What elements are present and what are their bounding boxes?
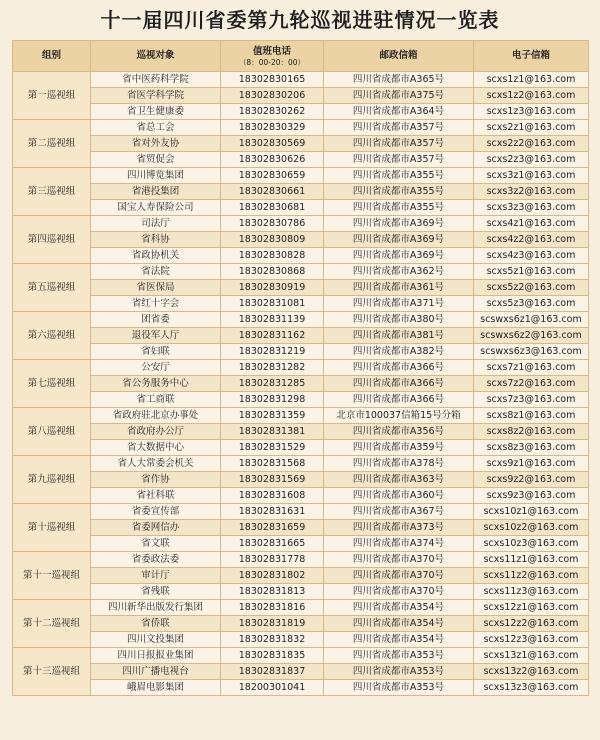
email-cell: scxs5z3@163.com: [474, 296, 589, 312]
postbox-cell: 四川省成都市A382号: [324, 344, 474, 360]
email-cell: scxs13z1@163.com: [474, 648, 589, 664]
target-cell: 省侨联: [91, 616, 221, 632]
email-cell: scxs5z2@163.com: [474, 280, 589, 296]
target-cell: 团省委: [91, 312, 221, 328]
email-cell: scxs7z1@163.com: [474, 360, 589, 376]
table-row: [13, 328, 589, 344]
document-title: 十一届四川省委第九轮巡视进驻情况一览表: [100, 8, 500, 32]
phone-cell: 18302830165: [221, 72, 324, 88]
phone-cell: 18302830681: [221, 200, 324, 216]
table-row: [13, 376, 589, 392]
email-cell: scxs3z3@163.com: [474, 200, 589, 216]
postbox-cell: 四川省成都市A354号: [324, 632, 474, 648]
postbox-cell: 四川省成都市A380号: [324, 312, 474, 328]
table-row: [13, 664, 589, 680]
group-name-cell: 第五巡视组: [13, 264, 91, 312]
table-row: [13, 296, 589, 312]
group-name-cell: 第十二巡视组: [13, 600, 91, 648]
group-name-cell: 第三巡视组: [13, 168, 91, 216]
phone-cell: 18302831813: [221, 584, 324, 600]
email-cell: scxs8z1@163.com: [474, 408, 589, 424]
phone-cell: 18302830809: [221, 232, 324, 248]
phone-cell: 18302831778: [221, 552, 324, 568]
table-row: [13, 280, 589, 296]
email-cell: scxs8z2@163.com: [474, 424, 589, 440]
table-row: [13, 136, 589, 152]
email-cell: scxs10z3@163.com: [474, 536, 589, 552]
target-cell: 省委网信办: [91, 520, 221, 536]
postbox-cell: 四川省成都市A357号: [324, 152, 474, 168]
phone-cell: 18302831665: [221, 536, 324, 552]
table-row: [13, 312, 589, 328]
email-cell: scxs2z1@163.com: [474, 120, 589, 136]
target-cell: 省委宣传部: [91, 504, 221, 520]
target-cell: 四川新华出版发行集团: [91, 600, 221, 616]
target-cell: 省港投集团: [91, 184, 221, 200]
phone-cell: 18302831819: [221, 616, 324, 632]
group-name-cell: 第一巡视组: [13, 72, 91, 120]
header-phone-label: 值班电话: [252, 45, 291, 57]
header-phone-hours: （8：00-20：00）: [238, 57, 306, 67]
target-cell: 省医学科学院: [91, 88, 221, 104]
target-cell: 四川广播电视台: [91, 664, 221, 680]
group-name-cell: 第二巡视组: [13, 120, 91, 168]
phone-cell: 18302830659: [221, 168, 324, 184]
postbox-cell: 四川省成都市A354号: [324, 600, 474, 616]
target-cell: 省法院: [91, 264, 221, 280]
table-row: [13, 88, 589, 104]
postbox-cell: 四川省成都市A367号: [324, 504, 474, 520]
table-row: [13, 584, 589, 600]
target-cell: 省公务服务中心: [91, 376, 221, 392]
phone-cell: 18302830661: [221, 184, 324, 200]
group-name-cell: 第九巡视组: [13, 456, 91, 504]
target-cell: 省委政法委: [91, 552, 221, 568]
target-cell: 审计厅: [91, 568, 221, 584]
email-cell: scxs7z2@163.com: [474, 376, 589, 392]
phone-cell: 18302831162: [221, 328, 324, 344]
email-cell: scxs1z2@163.com: [474, 88, 589, 104]
target-cell: 省文联: [91, 536, 221, 552]
target-cell: 省科协: [91, 232, 221, 248]
table-row: [13, 616, 589, 632]
table-row: [13, 152, 589, 168]
phone-cell: 18302831569: [221, 472, 324, 488]
table-row: [13, 632, 589, 648]
group-name-cell: 第八巡视组: [13, 408, 91, 456]
table-row: [13, 392, 589, 408]
postbox-cell: 四川省成都市A357号: [324, 120, 474, 136]
email-cell: scxs3z2@163.com: [474, 184, 589, 200]
email-cell: scxs5z1@163.com: [474, 264, 589, 280]
header-target: 巡视对象: [91, 41, 221, 72]
phone-cell: 18302830828: [221, 248, 324, 264]
table-row: [13, 408, 589, 424]
postbox-cell: 四川省成都市A362号: [324, 264, 474, 280]
email-cell: scxs4z3@163.com: [474, 248, 589, 264]
table-row: [13, 424, 589, 440]
phone-cell: 18302830329: [221, 120, 324, 136]
target-cell: 省作协: [91, 472, 221, 488]
inspection-table: [12, 40, 589, 696]
postbox-cell: 四川省成都市A353号: [324, 680, 474, 696]
email-cell: scxs1z1@163.com: [474, 72, 589, 88]
email-cell: scxs12z2@163.com: [474, 616, 589, 632]
email-cell: scxs8z3@163.com: [474, 440, 589, 456]
table-row: [13, 440, 589, 456]
target-cell: 省总工会: [91, 120, 221, 136]
email-cell: scxs9z2@163.com: [474, 472, 589, 488]
phone-cell: 18302831285: [221, 376, 324, 392]
postbox-cell: 四川省成都市A373号: [324, 520, 474, 536]
phone-cell: 18302830786: [221, 216, 324, 232]
target-cell: 司法厅: [91, 216, 221, 232]
email-cell: scxs12z3@163.com: [474, 632, 589, 648]
target-cell: 省工商联: [91, 392, 221, 408]
table-row: [13, 536, 589, 552]
target-cell: 省政协机关: [91, 248, 221, 264]
phone-cell: 18302831568: [221, 456, 324, 472]
postbox-cell: 四川省成都市A378号: [324, 456, 474, 472]
phone-cell: 18302831659: [221, 520, 324, 536]
email-cell: scxs2z3@163.com: [474, 152, 589, 168]
phone-cell: 18302831832: [221, 632, 324, 648]
table-row: [13, 184, 589, 200]
header-postbox: 邮政信箱: [324, 41, 474, 72]
target-cell: 省卫生健康委: [91, 104, 221, 120]
table-row: [13, 248, 589, 264]
phone-cell: 18302831381: [221, 424, 324, 440]
table-row: [13, 72, 589, 88]
email-cell: scxs11z1@163.com: [474, 552, 589, 568]
header-row: [13, 41, 589, 72]
target-cell: 省妇联: [91, 344, 221, 360]
target-cell: 国宝人寿保险公司: [91, 200, 221, 216]
phone-cell: 18302831529: [221, 440, 324, 456]
target-cell: 峨眉电影集团: [91, 680, 221, 696]
table-row: [13, 360, 589, 376]
postbox-cell: 四川省成都市A355号: [324, 168, 474, 184]
target-cell: 四川博览集团: [91, 168, 221, 184]
email-cell: scxs11z3@163.com: [474, 584, 589, 600]
phone-cell: 18302831282: [221, 360, 324, 376]
email-cell: scxs7z3@163.com: [474, 392, 589, 408]
target-cell: 省政府办公厅: [91, 424, 221, 440]
table-row: [13, 344, 589, 360]
phone-cell: 18200301041: [221, 680, 324, 696]
postbox-cell: 四川省成都市A366号: [324, 392, 474, 408]
target-cell: 省医保局: [91, 280, 221, 296]
postbox-cell: 四川省成都市A374号: [324, 536, 474, 552]
target-cell: 省社科联: [91, 488, 221, 504]
email-cell: scxs13z3@163.com: [474, 680, 589, 696]
phone-cell: 18302830626: [221, 152, 324, 168]
postbox-cell: 四川省成都市A355号: [324, 184, 474, 200]
postbox-cell: 四川省成都市A353号: [324, 648, 474, 664]
table-row: [13, 600, 589, 616]
target-cell: 省大数据中心: [91, 440, 221, 456]
phone-cell: 18302831298: [221, 392, 324, 408]
postbox-cell: 四川省成都市A363号: [324, 472, 474, 488]
email-cell: scxs9z3@163.com: [474, 488, 589, 504]
table-row: [13, 200, 589, 216]
postbox-cell: 四川省成都市A369号: [324, 248, 474, 264]
target-cell: 公安厅: [91, 360, 221, 376]
email-cell: scxs12z1@163.com: [474, 600, 589, 616]
postbox-cell: 四川省成都市A366号: [324, 360, 474, 376]
postbox-cell: 四川省成都市A370号: [324, 584, 474, 600]
postbox-cell: 四川省成都市A369号: [324, 232, 474, 248]
phone-cell: 18302830206: [221, 88, 324, 104]
group-name-cell: 第四巡视组: [13, 216, 91, 264]
email-cell: scxs1z3@163.com: [474, 104, 589, 120]
phone-cell: 18302830569: [221, 136, 324, 152]
table-row: [13, 552, 589, 568]
group-name-cell: 第七巡视组: [13, 360, 91, 408]
email-cell: scxs9z1@163.com: [474, 456, 589, 472]
table-row: [13, 488, 589, 504]
target-cell: 四川日报报业集团: [91, 648, 221, 664]
target-cell: 省人大常委会机关: [91, 456, 221, 472]
postbox-cell: 四川省成都市A353号: [324, 664, 474, 680]
email-cell: scxs3z1@163.com: [474, 168, 589, 184]
table-row: [13, 264, 589, 280]
table-row: [13, 456, 589, 472]
phone-cell: 18302831139: [221, 312, 324, 328]
postbox-cell: 四川省成都市A364号: [324, 104, 474, 120]
phone-cell: 18302831359: [221, 408, 324, 424]
table-row: [13, 168, 589, 184]
table-row: [13, 680, 589, 696]
target-cell: 四川文投集团: [91, 632, 221, 648]
postbox-cell: 四川省成都市A357号: [324, 136, 474, 152]
email-cell: scxs11z2@163.com: [474, 568, 589, 584]
header-email: 电子信箱: [474, 41, 589, 72]
email-cell: scxs10z2@163.com: [474, 520, 589, 536]
phone-cell: 18302831816: [221, 600, 324, 616]
table-body: [13, 72, 589, 696]
target-cell: 省对外友协: [91, 136, 221, 152]
email-cell: scxs4z2@163.com: [474, 232, 589, 248]
postbox-cell: 四川省成都市A370号: [324, 568, 474, 584]
email-cell: scxs4z1@163.com: [474, 216, 589, 232]
table-row: [13, 504, 589, 520]
phone-cell: 18302830262: [221, 104, 324, 120]
postbox-cell: 四川省成都市A370号: [324, 552, 474, 568]
phone-cell: 18302831631: [221, 504, 324, 520]
target-cell: 省中医药科学院: [91, 72, 221, 88]
group-name-cell: 第六巡视组: [13, 312, 91, 360]
header-group: 组别: [13, 41, 91, 72]
postbox-cell: 四川省成都市A355号: [324, 200, 474, 216]
email-cell: scswxs6z1@163.com: [474, 312, 589, 328]
postbox-cell: 四川省成都市A365号: [324, 72, 474, 88]
email-cell: scxs13z2@163.com: [474, 664, 589, 680]
table-row: [13, 104, 589, 120]
target-cell: 退役军人厅: [91, 328, 221, 344]
table-row: [13, 216, 589, 232]
phone-cell: 18302831837: [221, 664, 324, 680]
postbox-cell: 四川省成都市A369号: [324, 216, 474, 232]
phone-cell: 18302831802: [221, 568, 324, 584]
email-cell: scswxs6z3@163.com: [474, 344, 589, 360]
table-row: [13, 568, 589, 584]
postbox-cell: 北京市100037信箱15号分箱: [324, 408, 474, 424]
table-row: [13, 120, 589, 136]
table-row: [13, 648, 589, 664]
postbox-cell: 四川省成都市A366号: [324, 376, 474, 392]
postbox-cell: 四川省成都市A359号: [324, 440, 474, 456]
email-cell: scswxs6z2@163.com: [474, 328, 589, 344]
group-name-cell: 第十一巡视组: [13, 552, 91, 600]
target-cell: 省贸促会: [91, 152, 221, 168]
postbox-cell: 四川省成都市A361号: [324, 280, 474, 296]
phone-cell: 18302830868: [221, 264, 324, 280]
postbox-cell: 四川省成都市A375号: [324, 88, 474, 104]
table-row: [13, 472, 589, 488]
phone-cell: 18302831835: [221, 648, 324, 664]
header-phone: [221, 41, 324, 72]
postbox-cell: 四川省成都市A354号: [324, 616, 474, 632]
table-row: [13, 232, 589, 248]
phone-cell: 18302831081: [221, 296, 324, 312]
postbox-cell: 四川省成都市A381号: [324, 328, 474, 344]
postbox-cell: 四川省成都市A371号: [324, 296, 474, 312]
phone-cell: 18302831608: [221, 488, 324, 504]
postbox-cell: 四川省成都市A356号: [324, 424, 474, 440]
email-cell: scxs10z1@163.com: [474, 504, 589, 520]
phone-cell: 18302831219: [221, 344, 324, 360]
group-name-cell: 第十三巡视组: [13, 648, 91, 696]
target-cell: 省政府驻北京办事处: [91, 408, 221, 424]
phone-cell: 18302830919: [221, 280, 324, 296]
target-cell: 省残联: [91, 584, 221, 600]
email-cell: scxs2z2@163.com: [474, 136, 589, 152]
group-name-cell: 第十巡视组: [13, 504, 91, 552]
table-row: [13, 520, 589, 536]
target-cell: 省红十字会: [91, 296, 221, 312]
postbox-cell: 四川省成都市A360号: [324, 488, 474, 504]
